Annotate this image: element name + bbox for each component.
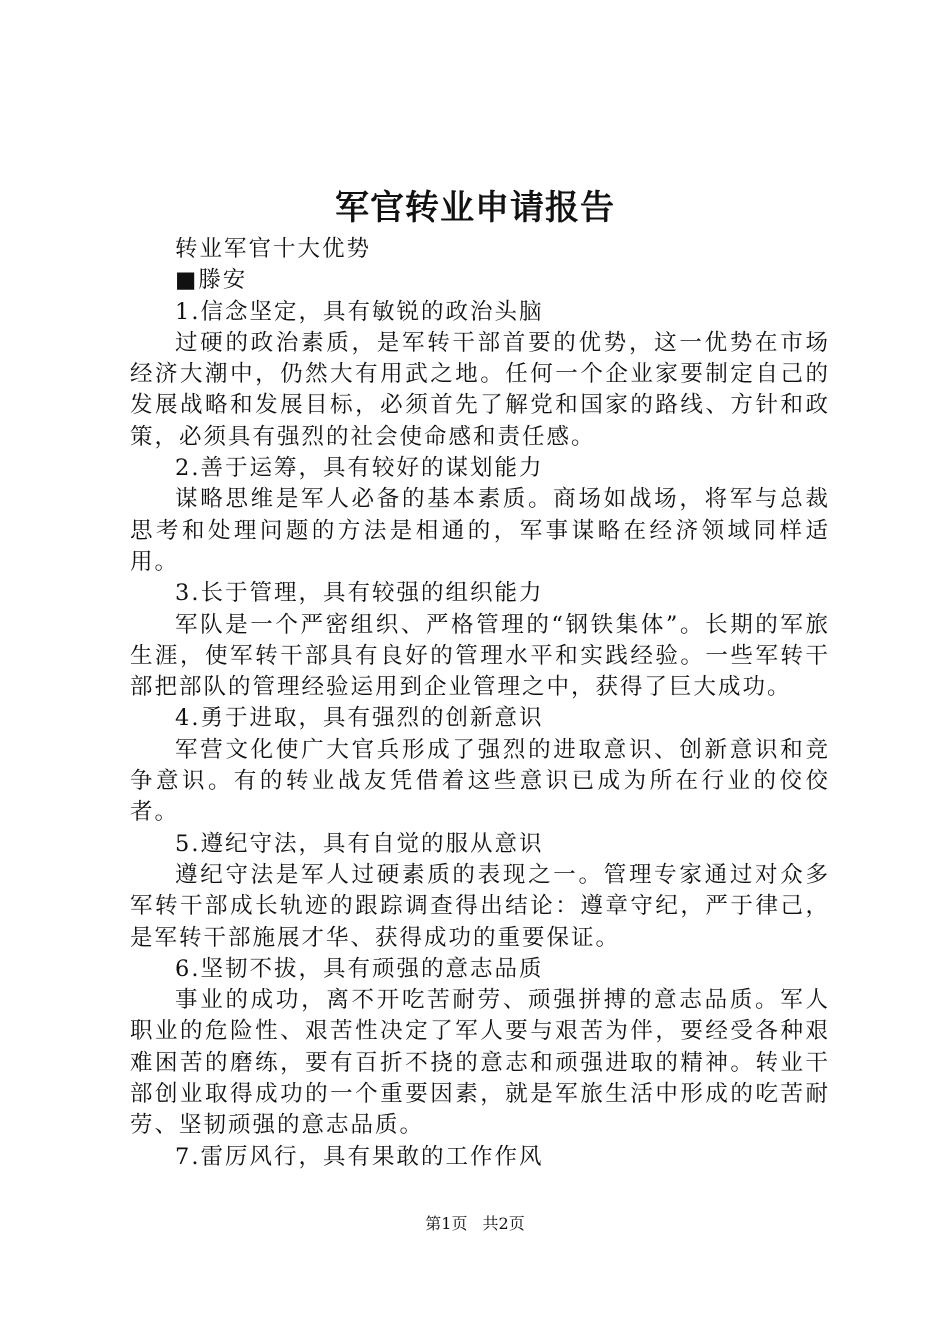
document-title: 军官转业申请报告 xyxy=(335,188,615,228)
section-heading-5: 5.遵纪守法，具有自觉的服从意识 xyxy=(175,830,544,857)
document-body xyxy=(130,234,830,1173)
section-heading-1: 1.信念坚定，具有敏锐的政治头脑 xyxy=(175,298,544,325)
page-total: 共2页 xyxy=(482,1214,525,1233)
paragraph-2: 谋略思维是军人必备的基本素质。商场如战场，将军与总裁思考和处理问题的方法是相通的，军事谋略在经济领域同样适用。 xyxy=(130,486,830,575)
section-heading-3: 3.长于管理，具有较强的组织能力 xyxy=(175,580,544,607)
section-heading-4: 4.勇于进取，具有强烈的创新意识 xyxy=(175,705,544,732)
paragraph-6: 事业的成功，离不开吃苦耐劳、顽强拼搏的意志品质。军人职业的危险性、艰苦性决定了军人要与艰苦为伴，要经受各种艰难困苦的磨练，要有百折不挠的意志和顽强进取的精神。转业干部创业取得成功的一个重要因素，就是军旅生活中形成的吃苦耐劳、坚韧顽强的意志品质。 xyxy=(130,987,830,1139)
section-heading-6: 6.坚韧不拔，具有顽强的意志品质 xyxy=(175,955,544,982)
paragraph-4: 军营文化使广大官兵形成了强烈的进取意识、创新意识和竞争意识。有的转业战友凭借着这些意识已成为所在行业的佼佼者。 xyxy=(130,736,830,826)
paragraph-1: 过硬的政治素质，是军转干部首要的优势，这一优势在市场经济大潮中，仍然大有用武之地。任何一个企业家要制定自己的发展战略和发展目标，必须首先了解党和国家的路线、方针和政策，必须具有强烈的社会使命感和责任感。 xyxy=(130,329,830,450)
paragraph-3: 军队是一个严密组织、严格管理的“钢铁集体”。长期的军旅生涯，使军转干部具有良好的管理水平和实践经验。一些军转干部把部队的管理经验运用到企业管理之中，获得了巨大成功。 xyxy=(130,611,830,701)
page-number: 第1页 xyxy=(425,1214,468,1233)
paragraph-subtitle: 转业军官十大优势 xyxy=(175,236,372,262)
section-heading-2: 2.善于运筹，具有较好的谋划能力 xyxy=(175,455,544,482)
section-heading-7: 7.雷厉风行，具有果敢的工作作风 xyxy=(175,1143,544,1170)
page-footer xyxy=(0,1212,950,1236)
paragraph-5: 遵纪守法是军人过硬素质的表现之一。管理专家通过对众多军转干部成长轨迹的跟踪调查得出结论：遵章守纪，严于律己，是军转干部施展才华、获得成功的重要保证。 xyxy=(130,861,830,951)
paragraph-author: ■滕安 xyxy=(175,267,248,294)
